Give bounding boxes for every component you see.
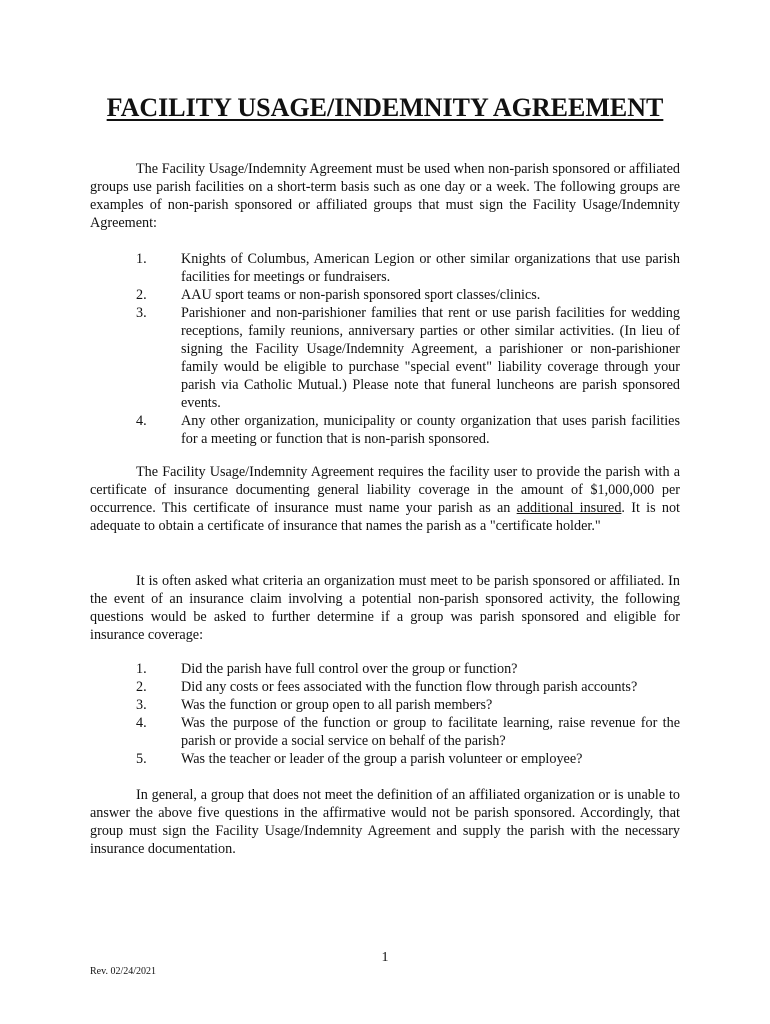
list-item-number: 2.: [136, 287, 147, 303]
list-item-text: Was the teacher or leader of the group a parish volunteer or employee?: [181, 751, 583, 767]
list-item-text: Any other organization, municipality or county organization that uses parish facilities for a meeting or function that is non-parish sponsored.: [181, 413, 680, 447]
additional-insured-text: additional insured: [516, 500, 622, 516]
conclusion-paragraph: [90, 786, 680, 858]
list-item-number: 1.: [136, 251, 147, 267]
list-item-number: 3.: [136, 305, 147, 321]
list-item-text: Was the purpose of the function or group to facilitate learning, raise revenue for the parish or provide a social service on behalf of the parish?: [181, 715, 680, 749]
insurance-text-part2: . It is not adequate to obtain a certificate of insurance that names the parish as a "certificate holder.": [90, 500, 680, 534]
list-item-number: 4.: [136, 413, 147, 429]
list-item-text: Did the parish have full control over the group or function?: [181, 661, 518, 677]
list-item: [90, 304, 680, 412]
document-title: FACILITY USAGE/INDEMNITY AGREEMENT: [106, 93, 664, 122]
list-item: [90, 286, 680, 304]
list-item-text: AAU sport teams or non-parish sponsored sport classes/clinics.: [181, 287, 541, 303]
list-item: [90, 412, 680, 448]
criteria-paragraph: [90, 572, 680, 644]
criteria-text: It is often asked what criteria an organization must meet to be parish sponsored or affiliated. In the event of an insurance claim involving a potential non-parish sponsored activity, the following questions would be asked to further determine if a group was parish sponsored and eligible for insurance coverage:: [90, 573, 680, 643]
insurance-paragraph: [90, 463, 680, 535]
list-item-text: Knights of Columbus, American Legion or other similar organizations that use parish facilities for meetings or fundraisers.: [181, 251, 680, 285]
list-item: [90, 696, 680, 714]
list-item: [90, 750, 680, 768]
conclusion-text: In general, a group that does not meet the definition of an affiliated organization or is unable to answer the above five questions in the affirmative would not be parish sponsored. Accordingly, that group must sign the Facility Usage/Indemnity Agreement and supply the parish with the necessary insurance documentation.: [90, 787, 680, 857]
revision-date: Rev. 02/24/2021: [90, 966, 157, 977]
list-item-number: 5.: [136, 751, 147, 767]
list-item: [90, 250, 680, 286]
insurance-text-part1: The Facility Usage/Indemnity Agreement requires the facility user to provide the parish with a certificate of insurance documenting general liability coverage in the amount of $1,000,000 per occurrence. This certificate of insurance must name your parish as an: [90, 464, 680, 516]
list-item-number: 3.: [136, 697, 147, 713]
intro-paragraph: [90, 160, 680, 232]
list-item: [90, 714, 680, 750]
list-item: [90, 660, 680, 678]
list-item: [90, 678, 680, 696]
list-item-number: 4.: [136, 715, 147, 731]
list-item-text: Did any costs or fees associated with the function flow through parish accounts?: [181, 679, 638, 695]
intro-text: The Facility Usage/Indemnity Agreement must be used when non-parish sponsored or affiliated groups use parish facilities on a short-term basis such as one day or a week. The following groups are examples of non-parish sponsored or affiliated groups that must sign the Facility Usage/Indemnity Agreement:: [90, 161, 680, 231]
page-number: 1: [381, 950, 389, 965]
criteria-questions-list: [90, 660, 680, 768]
list-item-text: Parishioner and non-parishioner families that rent or use parish facilities for wedding receptions, family reunions, anniversary parties or other similar activities. (In lieu of signing the Facility Usage/Indemnity Agreement, a parishioner or non-parishioner family would be eligible to purchase "special event" liability coverage through your parish via Catholic Mutual.) Please note that funeral luncheons are parish sponsored events.: [181, 305, 680, 411]
list-item-number: 2.: [136, 679, 147, 695]
list-item-number: 1.: [136, 661, 147, 677]
list-item-text: Was the function or group open to all parish members?: [181, 697, 493, 713]
group-examples-list: [90, 250, 680, 448]
